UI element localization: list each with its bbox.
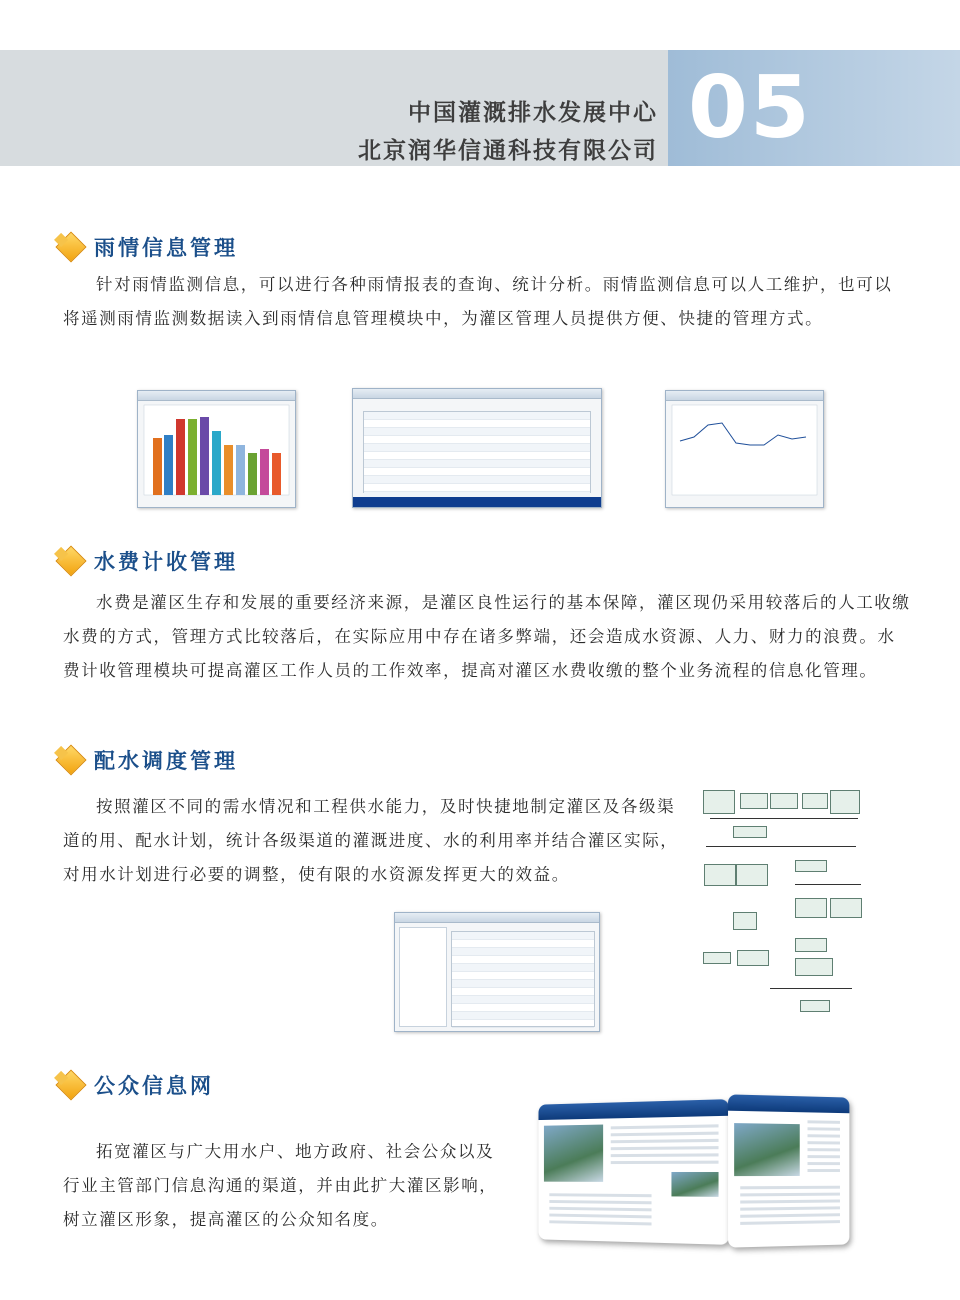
rain-line-chart-screenshot — [665, 390, 824, 508]
org-name-1: 中国灌溉排水发展中心 — [408, 100, 658, 126]
section-body-dispatch: 按照灌区不同的需水情况和工程供水能力，及时快捷地制定灌区及各级渠道的用、配水计划，统计各级渠道的灌溉进度、水的利用率并结合灌区实际，对用水计划进行必要的调整，使有限的水资源发挥更大的效益。 — [63, 797, 679, 884]
section-title-rain: 雨情信息管理 — [94, 236, 238, 260]
dispatch-table-screenshot — [394, 912, 600, 1032]
section-title-public: 公众信息网 — [94, 1074, 214, 1098]
line-chart-thumbnail — [666, 401, 823, 508]
website-screenshot-card-1 — [539, 1099, 729, 1245]
diamond-bullet-icon — [55, 231, 86, 262]
rain-bar-chart-screenshot — [137, 390, 296, 508]
org-name-2: 北京润华信通科技有限公司 — [358, 138, 658, 164]
bar-chart-thumbnail — [138, 401, 295, 508]
section-title-dispatch: 配水调度管理 — [94, 749, 238, 773]
website-screenshot-card-2 — [728, 1094, 849, 1247]
section-body-rain: 针对雨情监测信息，可以进行各种雨情报表的查询、统计分析。雨情监测信息可以人工维护，也可以将遥测雨情监测数据读入到雨情信息管理模块中，为灌区管理人员提供方便、快捷的管理方式。 — [63, 275, 893, 328]
section-body-public: 拓宽灌区与广大用水户、地方政府、社会公众以及行业主管部门信息沟通的渠道，并由此扩大灌区影响，树立灌区形象，提高灌区的公众知名度。 — [63, 1142, 498, 1229]
diamond-bullet-icon — [55, 1069, 86, 1100]
diamond-bullet-icon — [55, 744, 86, 775]
diamond-bullet-icon — [55, 545, 86, 576]
page-number: 05 — [688, 58, 812, 158]
rain-table-screenshot — [352, 388, 602, 508]
section-body-fee: 水费是灌区生存和发展的重要经济来源，是灌区良性运行的基本保障，灌区现仍采用较落后的人工收缴水费的方式，管理方式比较落后，在实际应用中存在诸多弊端，还会造成水资源、人力、财力的浪费。水费计收管理模块可提高灌区工作人员的工作效率，提高对灌区水费收缴的整个业务流程的信息化管理。 — [63, 593, 911, 680]
section-title-fee: 水费计收管理 — [94, 550, 238, 574]
